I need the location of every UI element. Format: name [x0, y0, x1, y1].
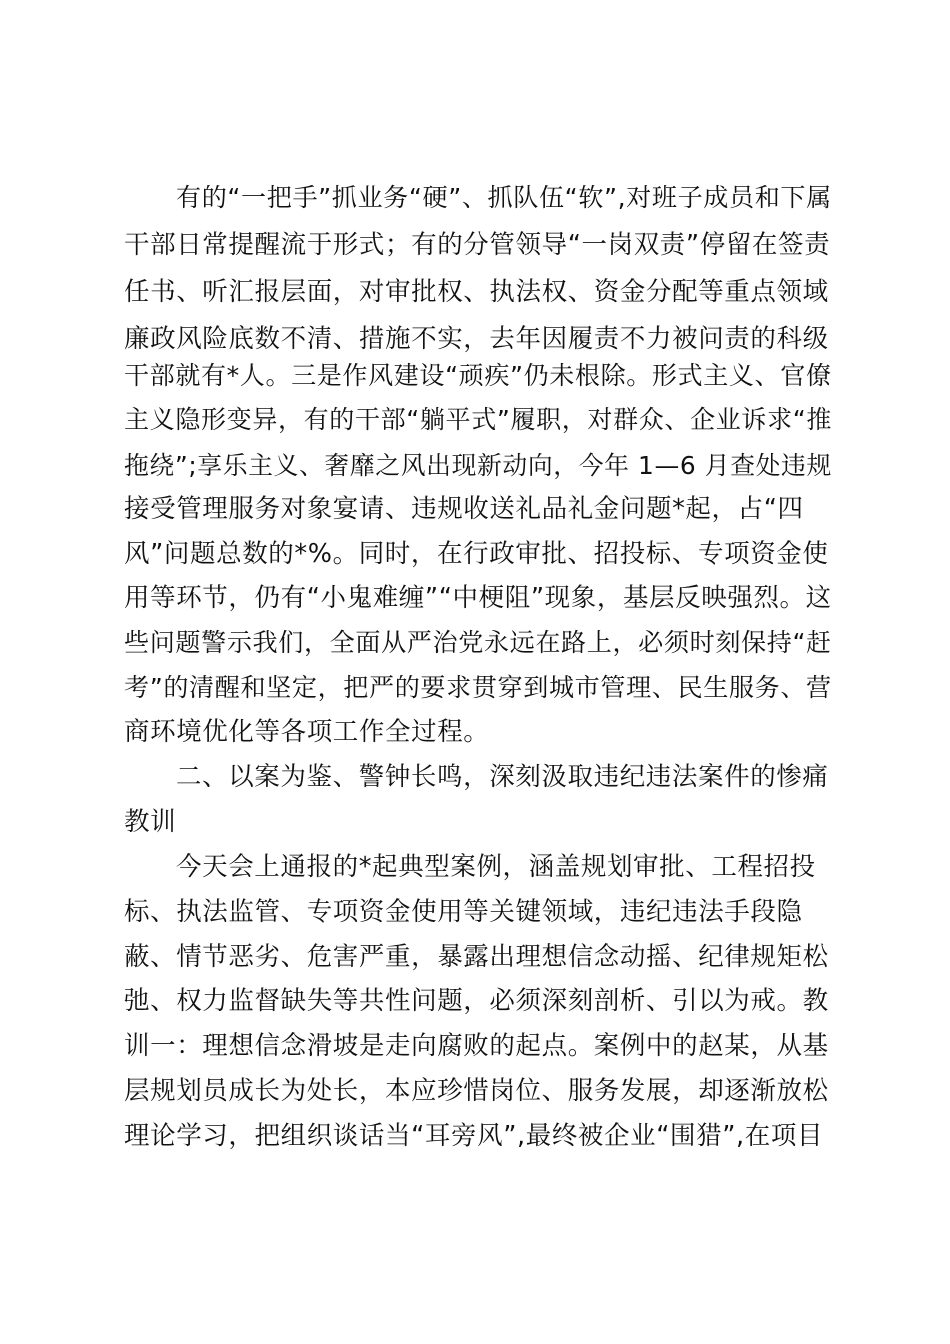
- text-line: 理论学习，把组织谈话当“耳旁风”,最终被企业“围猎”,在项目: [124, 1121, 824, 1151]
- text-line: 层规划员成长为处长，本应珍惜岗位、服务发展，却逐渐放松: [124, 1076, 829, 1106]
- text-line: 用等环节，仍有“小鬼难缠”“中梗阻”现象，基层反映强烈。这: [124, 583, 832, 613]
- text-line: 今天会上通报的*起典型案例，涵盖规划审批、工程招投: [176, 852, 816, 882]
- text-line: 考”的清醒和坚定，把严的要求贯穿到城市管理、民生服务、营: [124, 673, 832, 702]
- text-line: 有的“一把手”抓业务“硬”、抓队伍“软”,对班子成员和下属: [176, 183, 832, 212]
- text-line: 拖绕”;享乐主义、奢靡之风出现新动向，今年 1—6 月查处违规: [124, 451, 832, 480]
- text-line: 弛、权力监督缺失等共性问题，必须深刻剖析、引以为戒。教: [124, 986, 829, 1016]
- section-heading: 教训: [124, 807, 177, 837]
- text-line: 廉政风险底数不清、措施不实，去年因履责不力被问责的科级: [124, 324, 829, 354]
- text-line: 干部就有*人。三是作风建设“顽疾”仍未根除。形式主义、官僚: [124, 361, 832, 390]
- text-line: 商环境优化等各项工作全过程。: [124, 717, 490, 747]
- text-line: 训一：理想信念滑坡是走向腐败的起点。案例中的赵某，从基: [124, 1031, 829, 1061]
- text-line: 任书、听汇报层面，对审批权、执法权、资金分配等重点领域: [124, 277, 829, 307]
- text-line: 干部日常提醒流于形式；有的分管领导“一岗双责”停留在签责: [124, 230, 831, 260]
- text-line: 接受管理服务对象宴请、违规收送礼品礼金问题*起，占“四: [124, 494, 804, 524]
- section-heading: 二、以案为鉴、警钟长鸣，深刻汲取违纪违法案件的惨痛: [176, 762, 829, 792]
- text-line: 些问题警示我们，全面从严治党永远在路上，必须时刻保持“赶: [124, 628, 832, 657]
- text-line: 主义隐形变异，有的干部“躺平式”履职，对群众、企业诉求“推: [124, 405, 832, 434]
- text-line: 标、执法监管、专项资金使用等关键领域，违纪违法手段隐: [124, 897, 803, 927]
- text-line: 风”问题总数的*%。同时，在行政审批、招投标、专项资金使: [124, 539, 829, 569]
- text-line: 蔽、情节恶劣、危害严重，暴露出理想信念动摇、纪律规矩松: [124, 942, 829, 972]
